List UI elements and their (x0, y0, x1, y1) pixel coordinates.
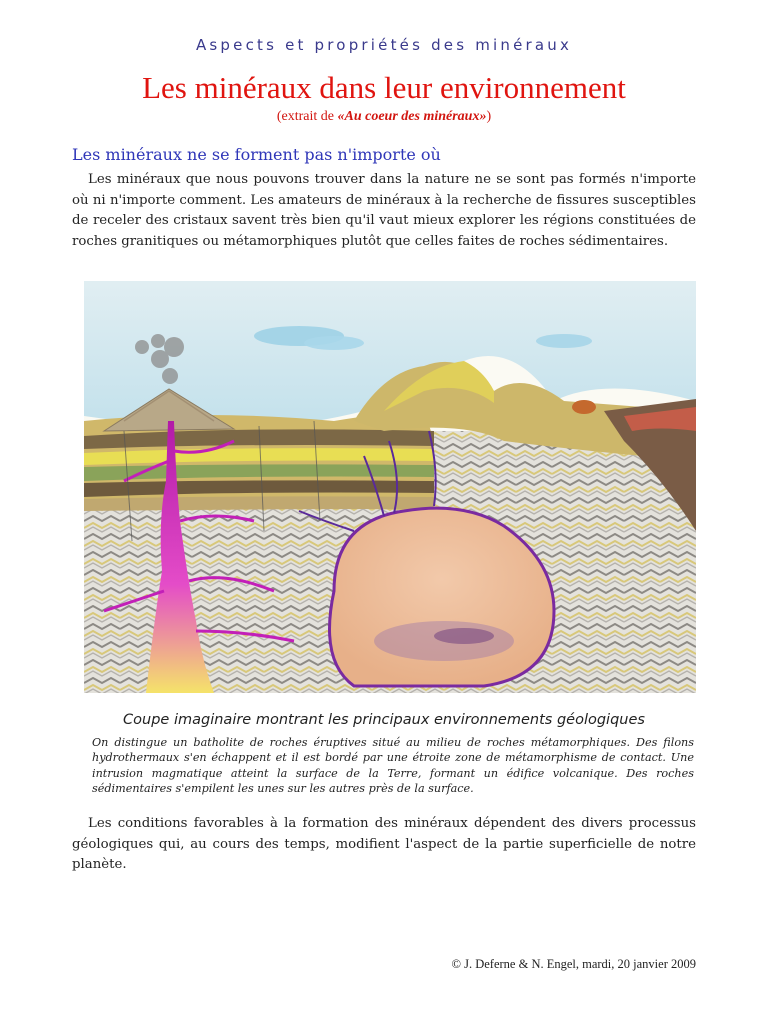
intro-paragraph: Les minéraux que nous pouvons trouver dans la nature ne se sont pas formés n'importe où ni n'importe comment. Les amateurs de minéraux à la recherche de fissures susceptibles de receler des cristaux savent très bien qu'il vaut mieux explorer les régions constituées de roches granitiques ou métamorphiques plutôt que celles faites de roches sédimentaires. (72, 172, 696, 249)
page-title: Les minéraux dans leur environnement (142, 70, 626, 105)
copyright-footer: © J. Deferne & N. Engel, mardi, 20 janvier 2009 (451, 957, 696, 971)
book-title: «Au coeur des minéraux» (337, 109, 487, 124)
section-heading: Les minéraux ne se forment pas n'importe où (72, 145, 441, 164)
figure-caption-title: Coupe imaginaire montrant les principaux environnements géologiques (123, 712, 645, 728)
figure-caption-body: On distingue un batholite de roches éruptives situé au milieu de roches métamorphiques. Des filons hydrothermaux s'en échappent et il est bordé par une étroite zone de métamorphisme de contact. Une intrusion magmatique atteint la surface de la Terre, formant un édifice volcanique. Des roches sédimentaires s'empilent les unes sur les autres près de la surface. (92, 736, 694, 796)
source-subtitle (0, 109, 768, 125)
subtitle-suffix: ) (486, 109, 492, 124)
cross-section-drawing (84, 281, 696, 693)
subtitle-prefix: (extrait de (276, 109, 338, 124)
geological-cross-section-illustration (84, 281, 696, 693)
series-header: Aspects et propriétés des minéraux (195, 36, 573, 54)
conclusion-paragraph: Les conditions favorables à la formation des minéraux dépendent des divers processus géologiques qui, au cours des temps, modifient l'aspect de la partie superficielle de notre planète. (72, 816, 696, 873)
